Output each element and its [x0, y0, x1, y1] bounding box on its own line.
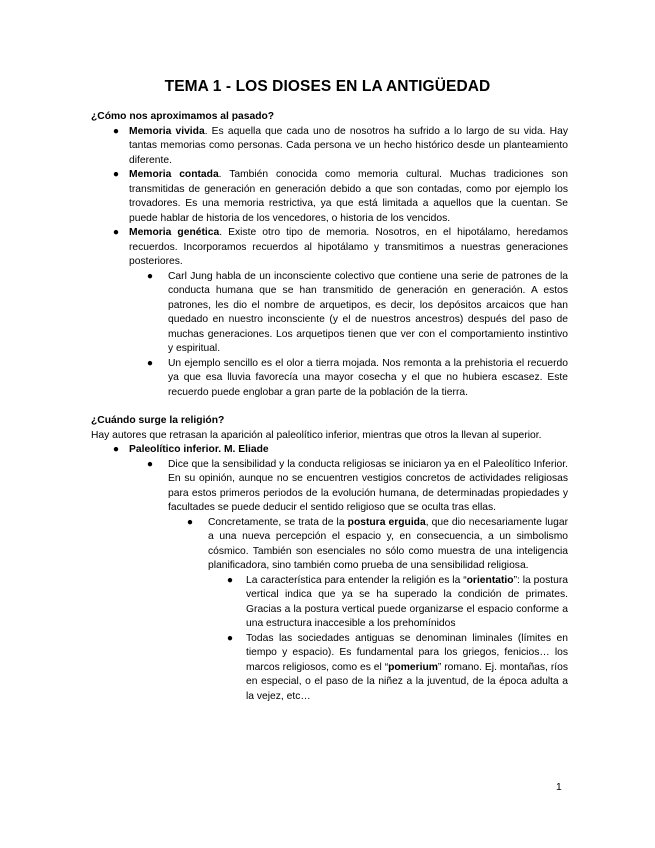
- term-memoria-genetica: Memoria genética: [129, 227, 220, 238]
- list-item-memoria-vivida: [91, 125, 568, 169]
- bullet-icon: ●: [146, 357, 154, 369]
- bullet-icon: ●: [186, 516, 194, 528]
- item-heading-paleolitico: Paleolítico inferior. M. Eliade: [129, 444, 269, 455]
- text-pre: Todas las sociedades antiguas se denominan liminales (límites en tiempo y espacio). Es fundamental para los griegos, fenicios… los marcos religiosos, como es el “: [246, 632, 568, 673]
- sub-sub-list-item-postura-erguida: [91, 516, 568, 574]
- bullet-icon: ●: [226, 632, 234, 644]
- level4-item-liminales: [91, 632, 568, 705]
- bullet-icon: ●: [112, 125, 120, 137]
- section-intro: Hay autores que retrasan la aparición al paleolítico inferior, mientras que otros la llevan al superior.: [91, 429, 542, 441]
- bullet-icon: ●: [146, 270, 154, 282]
- section-heading-religion: ¿Cuándo surge la religión?: [91, 415, 225, 426]
- bullet-icon: ●: [112, 444, 120, 455]
- term-orientatio: orientatio: [466, 574, 514, 586]
- term-pomerium: pomerium: [388, 661, 438, 673]
- term-memoria-vivida: Memoria vivida: [129, 125, 205, 137]
- sub-item-text: Un ejemplo sencillo es el olor a tierra mojada. Nos remonta a la prehistoria el recuerdo ya que esa lluvia favorecía una mayor cosecha y el que no hubiera escasez. Este recuerdo puede englobar a gran parte de la población de la tierra.: [168, 357, 568, 398]
- list-item-memoria-genetica: [91, 226, 568, 270]
- sub-list-item-eliade: [91, 458, 568, 516]
- section-spacer: [91, 400, 568, 414]
- bullet-icon: ●: [112, 227, 120, 238]
- text-pre: La característica para entender la religión es la “: [246, 574, 467, 586]
- definition-text: . También conocida como memoria cultural. Muchas tradiciones son transmitidas de generación en generación debido a que son contadas, como por ejemplo los trovadores. Es una memoria restrictiva, ya que está limitada a aquellos que la cuentan. Se puede hablar de historia de los vencedores, o historia de los vencidos.: [129, 169, 568, 224]
- list-item-paleolitico-inferior: [91, 443, 568, 458]
- sub-list-item-tierra-mojada: [91, 357, 568, 401]
- bullet-icon: ●: [226, 574, 234, 586]
- definition-text: . Es aquella que cada uno de nosotros ha sufrido a lo largo de su vida. Hay tantas memorias como personas. Cada persona ve un hecho histórico desde un planteamiento diferente.: [129, 125, 568, 166]
- definition-text: . Existe otro tipo de memoria. Nosotros, en el hipotálamo, heredamos recuerdos. Incorporamos recuerdos al hipotálamo y transmitimos a nuestras generaciones posteriores.: [129, 227, 569, 267]
- term-postura-erguida: postura erguida: [347, 516, 426, 528]
- sub-list-item-jung: [91, 270, 568, 357]
- text-post: , que dio necesariamente lugar a una nueva percepción el espacio y, en consecuencia, a un simbolismo cósmico. También son esenciales no sólo como muestra de una inteligencia planificadora, sino también como prueba de una sensibilidad religiosa.: [208, 516, 569, 571]
- bullet-icon: ●: [146, 458, 154, 470]
- level4-item-orientatio: [91, 574, 568, 632]
- list-item-memoria-contada: [91, 168, 568, 226]
- page-number: 1: [556, 782, 562, 793]
- text-pre: Concretamente, se trata de la: [208, 516, 348, 528]
- term-memoria-contada: Memoria contada: [129, 169, 219, 180]
- document-body: [91, 110, 568, 704]
- section-heading-past: ¿Cómo nos aproximamos al pasado?: [91, 111, 275, 122]
- bullet-icon: ●: [112, 169, 120, 180]
- sub-item-text: Dice que la sensibilidad y la conducta religiosas se iniciaron ya en el Paleolítico Inferior. En su opinión, aunque no se encuentren vestigios concretos de actividades religiosas para estos primeros periodos de la evolución humana, de determinadas propiedades y facultades se puede deducir el sentido religioso que se oculta tras ellas.: [168, 458, 568, 513]
- text-post: ” romano. Ej. montañas, ríos en especial, o el paso de la niñez a la juventud, de la época adulta a la vejez, etc…: [246, 661, 568, 702]
- document-title: TEMA 1 - LOS DIOSES EN LA ANTIGÜEDAD: [164, 78, 491, 95]
- text-post: ”: la postura vertical indica que ya se ha superado la condición de primates. Gracias a la postura vertical puede organizarse el espacio conforme a una estructura inaccesible a los prehomínidos: [246, 574, 569, 629]
- sub-item-text: Carl Jung habla de un inconsciente colectivo que contiene una serie de patrones de la conducta humana que se han transmitido de generación en generación. A estos patrones, les dio el nombre de arquetipos, es decir, los depósitos arcaicos que han quedado en nuestro inconsciente (y el de nuestros ancestros) después del paso de muchas generaciones. Los arquetipos tienen que ver con el comportamiento instintivo y espiritual.: [168, 270, 568, 354]
